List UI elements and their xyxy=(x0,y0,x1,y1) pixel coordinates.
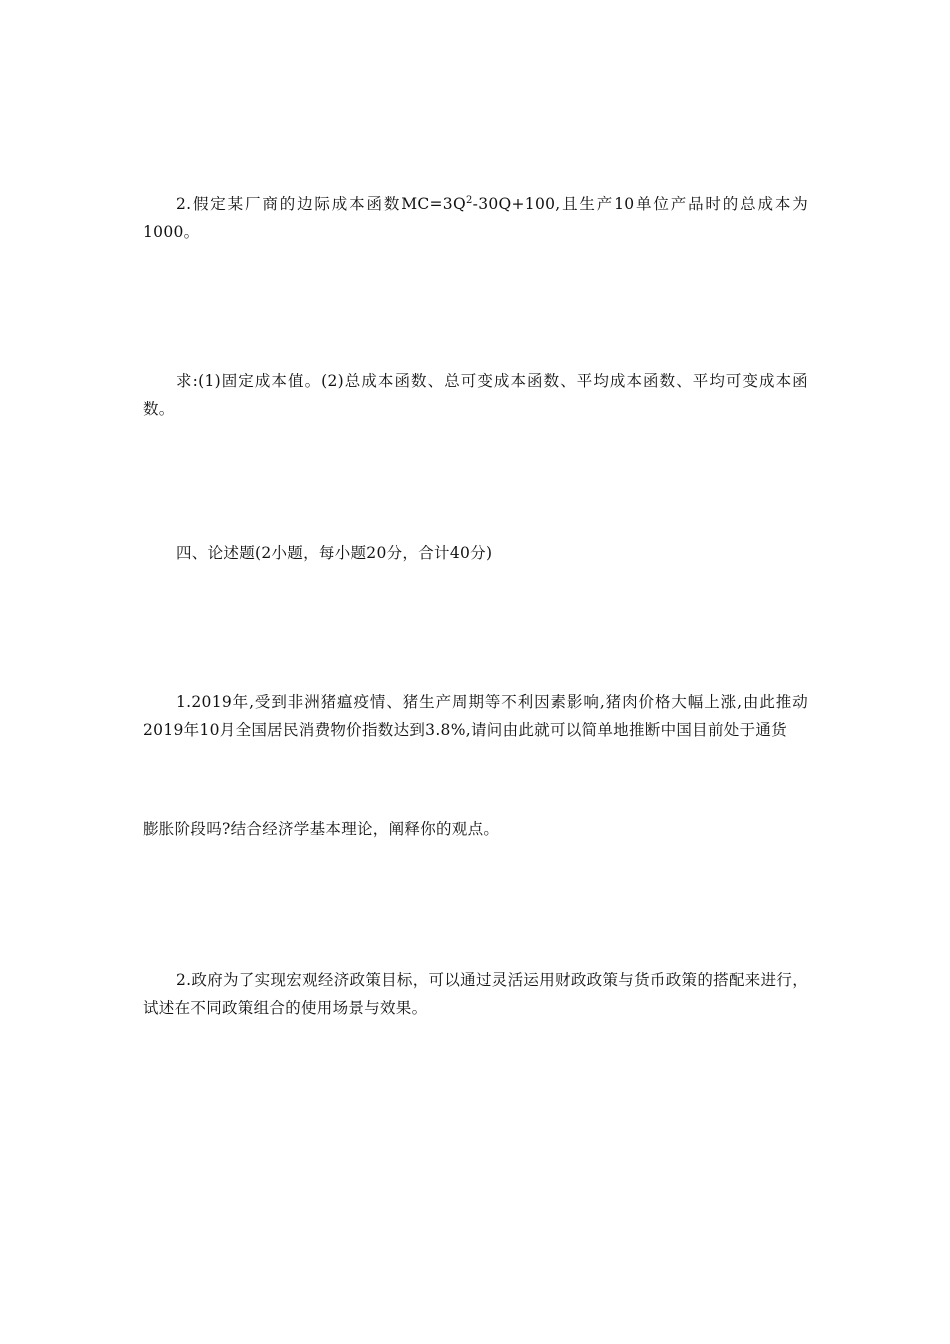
question-4-1-text-part2: 膨胀阶段吗?结合经济学基本理论，阐释你的观点。 xyxy=(143,820,500,838)
question-4-1-text-part1: 1.2019年,受到非洲猪瘟疫情、猪生产周期等不利因素影响,猪肉价格大幅上涨,由此推动2019年10月全国居民消费物价指数达到3.8%,请问由此就可以简单地推断中国目前处于通货 xyxy=(143,693,808,739)
question-4-1-continued xyxy=(143,815,808,843)
question-3-2-requirement-text: 求:(1)固定成本值。(2)总成本函数、总可变成本函数、平均成本函数、平均可变成本函数。 xyxy=(143,372,808,418)
question-4-2 xyxy=(143,966,808,1022)
superscript-2: 2 xyxy=(465,194,473,206)
section-4-heading xyxy=(143,539,808,567)
question-3-2 xyxy=(143,190,808,246)
question-3-2-requirement xyxy=(143,367,808,423)
question-3-2-text-before: 2.假定某厂商的边际成本函数MC=3Q xyxy=(176,195,466,213)
section-4-heading-text: 四、论述题(2小题，每小题20分，合计40分) xyxy=(176,544,493,562)
question-3-2-text xyxy=(143,190,808,246)
question-3-2-text-after: -30Q+100,且生产10单位产品时的总成本为1000。 xyxy=(143,195,809,241)
question-4-1 xyxy=(143,688,808,744)
question-4-2-text: 2.政府为了实现宏观经济政策目标，可以通过灵活运用财政政策与货币政策的搭配来进行，试述在不同政策组合的使用场景与效果。 xyxy=(143,971,808,1017)
